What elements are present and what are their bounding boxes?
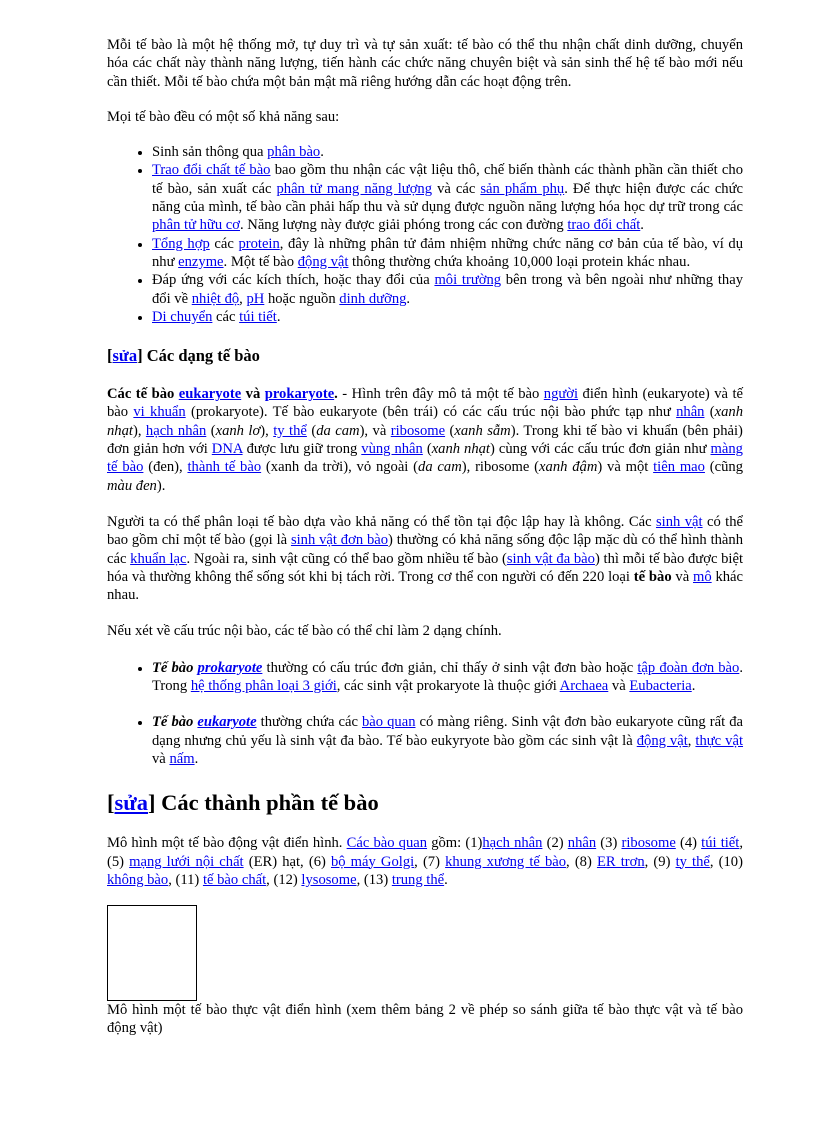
link[interactable]: Các bào quan bbox=[346, 835, 428, 852]
link[interactable]: pH bbox=[246, 290, 265, 307]
section-heading-cell-parts: [sửa] Các thành phần tế bào bbox=[107, 790, 379, 816]
intro-paragraph: Mỗi tế bào là một hệ thống mở, tự duy trì và tự sản xuất: tế bào có thể thu nhận chất dinh dưỡng, chuyển hóa các chất này thành năng lượng, tiến hành các chức năng chuyên biệt và sản sinh thế hệ tế bào mới nếu cần thiết. Mỗi tế bào chứa một bản mật mã riêng hướng dẫn các hoạt động trên. bbox=[107, 37, 743, 90]
link[interactable]: hạch nhân bbox=[482, 835, 543, 852]
link[interactable]: hệ thống phân loại 3 giới bbox=[190, 678, 337, 695]
link[interactable]: phân tử hữu cơ bbox=[152, 217, 240, 234]
link[interactable]: Tổng hợp bbox=[152, 235, 210, 252]
link[interactable]: Archaea bbox=[559, 678, 609, 695]
link[interactable]: trao đổi chất bbox=[567, 217, 641, 234]
link[interactable]: tập đoàn đơn bào bbox=[637, 659, 740, 676]
link[interactable]: không bào bbox=[107, 871, 169, 888]
link[interactable]: túi tiết bbox=[239, 308, 277, 325]
link[interactable]: sinh vật đa bào bbox=[506, 550, 595, 567]
link[interactable]: tiên mao bbox=[653, 459, 705, 476]
link[interactable]: bào quan bbox=[362, 714, 416, 731]
structure-intro: Nếu xét về cấu trúc nội bào, các tế bào có thể chỉ làm 2 dạng chính. bbox=[107, 623, 502, 640]
link[interactable]: prokaryote bbox=[264, 386, 335, 403]
link[interactable]: ribosome bbox=[621, 835, 676, 852]
link[interactable]: túi tiết bbox=[701, 835, 740, 852]
link[interactable]: thành tế bào bbox=[187, 459, 262, 476]
link[interactable]: enzyme bbox=[178, 253, 224, 270]
link[interactable]: nhân bbox=[676, 404, 705, 421]
abilities-intro: Mọi tế bào đều có một số khả năng sau: bbox=[107, 108, 340, 125]
link[interactable]: prokaryote bbox=[197, 659, 263, 676]
link[interactable]: sinh vật đơn bào bbox=[290, 532, 389, 549]
link[interactable]: nấm bbox=[169, 750, 195, 767]
cell-forms-list bbox=[107, 659, 743, 768]
abilities-list bbox=[107, 143, 743, 326]
link[interactable]: eukaryote bbox=[178, 386, 242, 403]
plant-cell-image-placeholder bbox=[107, 905, 197, 1001]
link[interactable]: nhân bbox=[567, 835, 597, 852]
link[interactable]: khung xương tế bào bbox=[445, 853, 567, 870]
image-caption: Mô hình một tế bào thực vật điển hình (xem thêm bảng 2 về phép so sánh giữa tế bào thực vật và tế bào động vật) bbox=[107, 1002, 743, 1037]
link[interactable]: khuẩn lạc bbox=[130, 550, 187, 567]
list-item: • Đáp ứng với các kích thích, hoặc thay đổi của môi trường bên trong và bên ngoài như những thay đổi về nhiệt độ, pH hoặc nguồn dinh dưỡng. bbox=[152, 271, 743, 308]
link[interactable]: trung thể bbox=[391, 871, 445, 888]
organelles-paragraph: Mô hình một tế bào động vật điển hình. Các bào quan gồm: (1)hạch nhân (2) nhân (3) ribosome (4) túi tiết,(5) mạng lưới nội chất (ER) hạt, (6) bộ máy Golgi, (7) khung xương tế bào, (8) ER trơn, (9) ty thể, (10) không bào, (11) tế bào chất, (12) lysosome, (13) trung thể. bbox=[107, 835, 743, 888]
link[interactable]: người bbox=[543, 386, 579, 403]
link[interactable]: ty thể bbox=[675, 853, 710, 870]
classification-paragraph: Người ta có thể phân loại tế bào dựa vào khả năng có thể tồn tại độc lập hay là không. Các sinh vật có thể bao gồm chỉ một tế bào (gọi là sinh vật đơn bào) thường có khả năng sống độc lập mặc dù có thể hình thành các khuẩn lạc. Ngoài ra, sinh vật cũng có thể bao gồm nhiều tế bào (sinh vật đa bào) thì mỗi tế bào được biệt hóa và thường không thể sống sót khi bị tách rời. Trong cơ thể con người có đến 220 loại tế bào và mô khác nhau. bbox=[107, 513, 744, 604]
link[interactable]: mạng lưới nội chất bbox=[129, 853, 244, 870]
link[interactable]: Eubacteria bbox=[629, 678, 692, 695]
link[interactable]: dinh dưỡng bbox=[339, 290, 407, 307]
link[interactable]: phân bào bbox=[267, 144, 321, 161]
link[interactable]: mô bbox=[693, 568, 712, 585]
link[interactable]: màng tế bào bbox=[107, 441, 743, 476]
link[interactable]: vi khuẩn bbox=[133, 404, 186, 421]
link[interactable]: protein bbox=[238, 235, 280, 252]
link[interactable]: ty thể bbox=[273, 422, 307, 439]
document-page bbox=[107, 36, 743, 1038]
link[interactable]: ER trơn bbox=[596, 853, 645, 870]
link[interactable]: vùng nhân bbox=[361, 441, 423, 458]
link[interactable]: nhiệt độ bbox=[191, 290, 240, 307]
list-item: • Sinh sản thông qua phân bào. bbox=[152, 143, 743, 161]
link[interactable]: hạch nhân bbox=[145, 422, 207, 439]
cell-types-paragraph: Các tế bào eukaryote và prokaryote. - Hình trên đây mô tả một tế bào người điển hình (eukaryote) và tế bào vi khuẩn (prokaryote). Tế bào eukaryote (bên trái) có các cấu trúc nội bào phức tạp như nhân (xanh nhạt), hạch nhân (xanh lơ), ty thể (da cam), và ribosome (xanh sẫm). Trong khi tế bào vi khuẩn (bên phải) đơn giản hơn với DNA được lưu giữ trong vùng nhân (xanh nhạt) cùng với các cấu trúc đơn giản như màng tế bào (đen), thành tế bào (xanh da trời), vỏ ngoài (da cam), ribosome (xanh đậm) và một tiên mao (cũng màu đen). bbox=[107, 386, 744, 494]
list-item: • Tế bào eukaryote thường chứa các bào quan có màng riêng. Sinh vật đơn bào eukaryote cũng rất đa dạng nhưng chủ yếu là sinh vật đa bào. Tế bào eukyryote bào gồm các sinh vật là động vật, thực vật và nấm. bbox=[152, 713, 743, 768]
link[interactable]: động vật bbox=[297, 253, 349, 270]
list-item: • Tổng hợp các protein, đây là những phân tử đảm nhiệm những chức năng cơ bản của tế bào, ví dụ như enzyme. Một tế bào động vật thông thường chứa khoảng 10,000 loại protein khác nhau. bbox=[152, 235, 743, 272]
link[interactable]: phân tử mang năng lượng bbox=[276, 180, 433, 197]
link[interactable]: môi trường bbox=[434, 272, 502, 289]
link[interactable]: động vật bbox=[636, 732, 688, 749]
link[interactable]: sản phẩm phụ bbox=[480, 180, 565, 197]
edit-link[interactable]: sửa bbox=[114, 790, 149, 816]
list-item: • Tế bào prokaryote thường có cấu trúc đơn giản, chỉ thấy ở sinh vật đơn bào hoặc tập đoàn đơn bào. Trong hệ thống phân loại 3 giới, các sinh vật prokaryote là thuộc giới Archaea và Eubacteria. bbox=[152, 659, 743, 696]
link[interactable]: DNA bbox=[211, 441, 243, 458]
link[interactable]: Di chuyển bbox=[152, 308, 213, 325]
link[interactable]: lysosome bbox=[301, 871, 357, 888]
list-item: • Trao đổi chất tế bào bao gồm thu nhận các vật liệu thô, chế biến thành các thành phần cần thiết cho tế bào, sản xuất các phân tử mang năng lượng và các sản phẩm phụ. Để thực hiện được các chức năng của mình, tế bào cần phải hấp thu và sử dụng được nguồn năng lượng hóa học dự trữ trong các phân tử hữu cơ. Năng lượng này được giải phóng trong các con đường trao đổi chất. bbox=[152, 161, 743, 234]
link[interactable]: eukaryote bbox=[197, 714, 257, 731]
link[interactable]: bộ máy Golgi bbox=[330, 853, 415, 870]
link[interactable]: tế bào chất bbox=[202, 871, 267, 888]
link[interactable]: ribosome bbox=[390, 422, 446, 439]
link[interactable]: Trao đổi chất tế bào bbox=[152, 162, 271, 179]
edit-link[interactable]: sửa bbox=[112, 346, 138, 366]
section-heading-cell-types: [sửa] Các dạng tế bào bbox=[107, 346, 260, 366]
link[interactable]: thực vật bbox=[695, 732, 744, 749]
list-item: • Di chuyển các túi tiết. bbox=[152, 308, 743, 326]
link[interactable]: sinh vật bbox=[655, 513, 703, 530]
